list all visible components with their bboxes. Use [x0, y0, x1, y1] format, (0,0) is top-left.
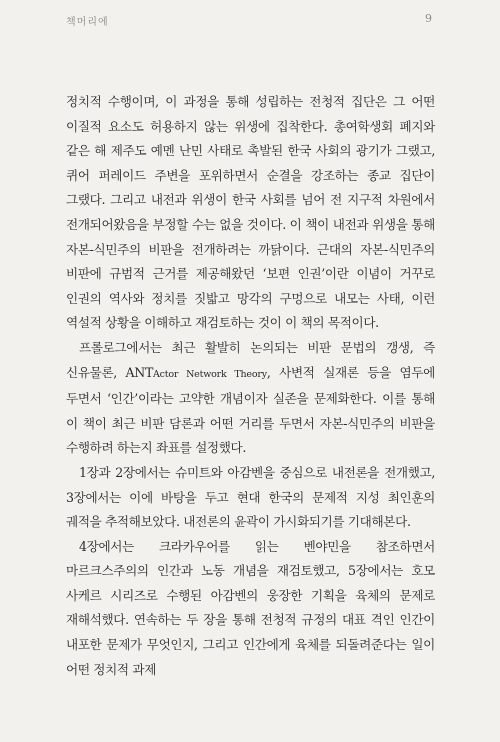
paragraph-2	[66, 336, 435, 461]
paragraph-4: 4장에서는 크라카우어를 읽는 벤야민을 참조하면서 마르크스주의의 인간과 노동 개념을 재검토했고, 5장에서는 호모 사케르 시리즈로 수행된 아감벤의 웅장한 기획을 육체의 문제로 재해석했다. 연속하는 두 장을 통해 전청적 규정의 대표 격인 인간이 내포한 문제가 무엇인지, 그리고 인간에게 육체를 되돌려준다는 일이 어떤 정치적 과제	[66, 538, 435, 677]
running-head: 책머리에	[66, 17, 109, 28]
paragraph-2-text-cont: , 사변적 실재론 등을 염두에 두면서 ‘인간’이라는 고약한 개념이자 실존을 문제화한다. 이를 통해 이 책이 최근 비판 담론과 어떤 거리를 두면서 자본-식민주의 비판을 수행하려 하는지 좌표를 설정했다.	[66, 364, 435, 456]
paragraph-1: 정치적 수행이며, 이 과정을 통해 성립하는 전청적 집단은 그 어떤 이질적 요소도 허용하지 않는 위생에 집착한다. 총여학생회 폐지와 같은 해 제주도 예멘 난민 사태로 촉발된 한국 사회의 광기가 그랬고, 퀴어 퍼레이드 주변을 포위하면서 순결을 강조하는 종교 집단이 그랬다. 그리고 내전과 위생이 한국 사회를 넘어 전 지구적 차원에서 전개되어왔음을 부정할 수는 없을 것이다. 이 책이 내전과 위생을 통해 자본-식민주의 비판을 전개하려는 까닭이다. 근대의 자본-식민주의 비판에 규범적 근거를 제공해왔던 ‘보편 인권’이란 이념이 거꾸로 인권의 역사와 정치를 짓밟고 망각의 구멍으로 내모는 사태, 이런 역설적 상황을 이해하고 재검토하는 것이 이 책의 목적이다.	[66, 94, 435, 331]
body-text	[66, 90, 435, 682]
ant-expansion: Actor Network Theory	[153, 368, 267, 380]
page-number: 9	[425, 12, 432, 25]
paragraph-3: 1장과 2장에서는 슈미트와 아감벤을 중심으로 내전론을 전개했고, 3장에서는 이에 바탕을 두고 현대 한국의 문제적 지성 최인훈의 궤적을 추적해보았다. 내전론의 윤곽이 가시화되기를 기대해본다.	[66, 464, 435, 530]
paragraph-2-text: 프롤로그에서는 최근 활발히 논의되는 비판 문법의 갱생, 즉 신유물론, ANT	[66, 339, 435, 380]
